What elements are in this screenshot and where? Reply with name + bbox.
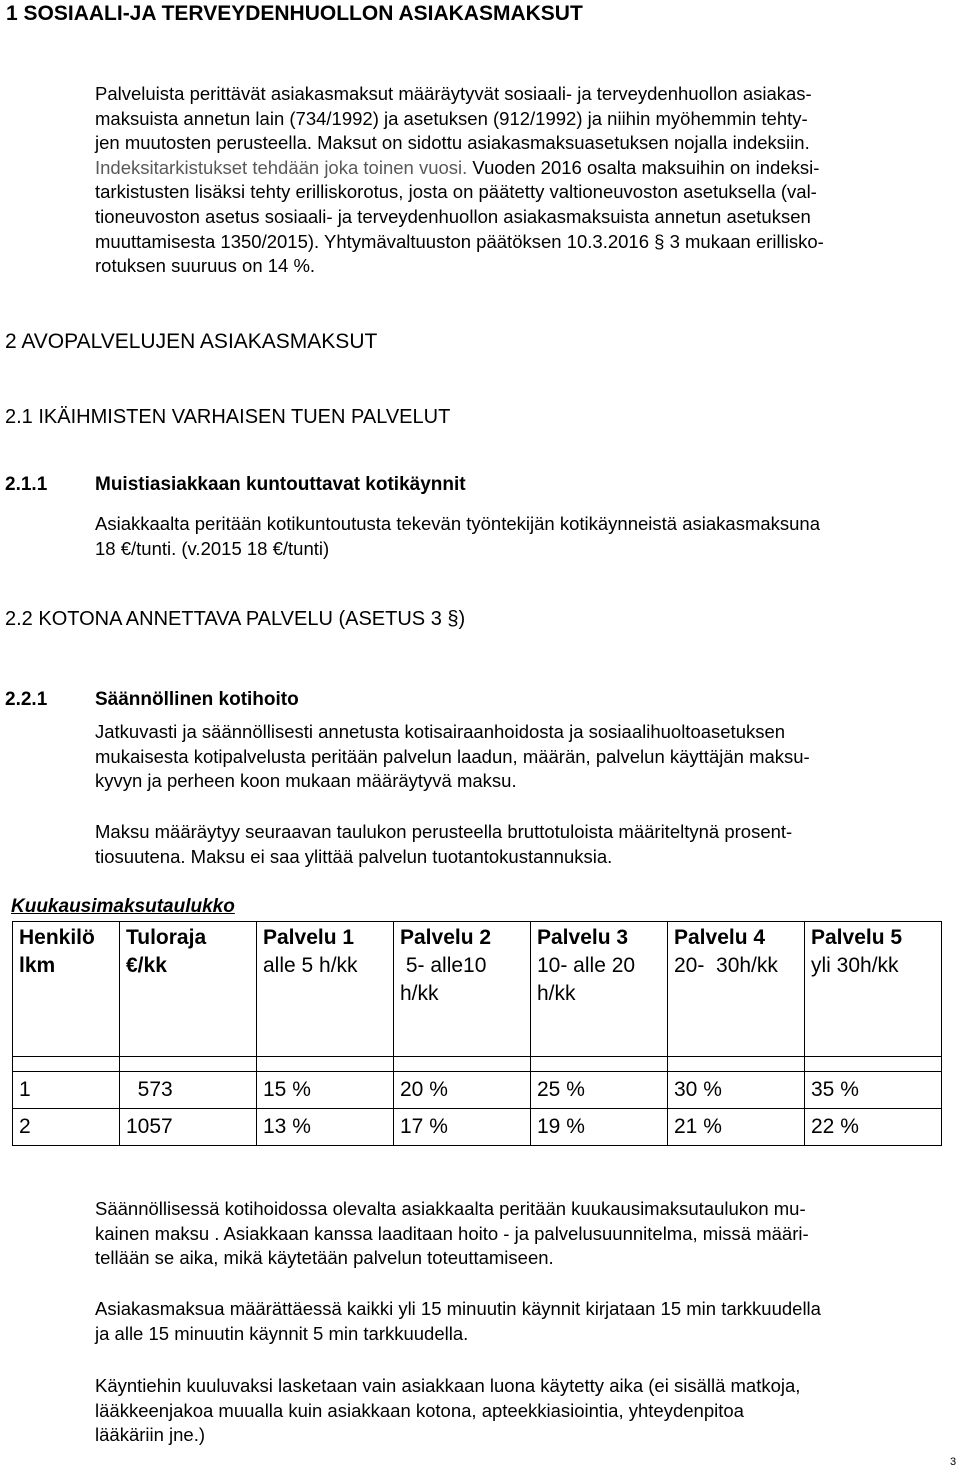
table-cell: 20 % (394, 1072, 531, 1109)
text-span: Vuoden 2016 osalta maksuihin on indeksi- (467, 156, 820, 178)
empty-cell (394, 1057, 531, 1072)
table-row (13, 1109, 942, 1146)
header-cell (394, 922, 531, 1057)
text-line: 18 €/tunti. (v.2015 18 €/tunti) (95, 537, 330, 559)
header-cell (531, 922, 668, 1057)
table-cell: 2 (13, 1109, 120, 1146)
text-line: tiosuutena. Maksu ei saa ylittää palvelun tuotantokustannuksia. (95, 845, 613, 867)
text-line (95, 156, 824, 181)
table-cell: 25 % (531, 1072, 668, 1109)
after-table-paragraph-1 (95, 1197, 809, 1271)
text-line: tioneuvoston asetus sosiaali- ja terveydenhuollon asiakasmaksuista annetun asetuksen (95, 205, 811, 227)
text-line: ja alle 15 minuutin käynnit 5 min tarkkuudella. (95, 1322, 469, 1344)
highlighted-text: Indeksitarkistukset tehdään joka toinen vuosi. (95, 156, 468, 178)
text-line: Jatkuvasti ja säännöllisesti annetusta kotisairaanhoidosta ja sosiaalihuoltoasetuksen (95, 721, 786, 742)
header-label: Tuloraja €/kk (126, 926, 207, 977)
empty-cell (120, 1057, 257, 1072)
table-cell: 35 % (805, 1072, 942, 1109)
header-sublabel: yli 30h/kk (811, 954, 899, 977)
header-label: Palvelu 4 (674, 926, 766, 949)
table-header-row (13, 922, 942, 1057)
text-line: mukaisesta kotipalvelusta peritään palvelun laadun, määrän, palvelun käyttäjän maksu- (95, 745, 810, 767)
text-line: tarkistusten lisäksi tehty erilliskorotus, josta on päätetty valtioneuvoston asetuksella (val- (95, 181, 817, 203)
header-sublabel: 10- alle 20 h/kk (537, 954, 636, 1005)
after-table-paragraph-3 (95, 1374, 800, 1448)
table-cell: 15 % (257, 1072, 394, 1109)
header-label: Palvelu 1 (263, 926, 355, 949)
header-sublabel: 20- 30h/kk (674, 954, 778, 977)
section-2-2-1-paragraph-1 (95, 720, 810, 794)
empty-cell (668, 1057, 805, 1072)
empty-cell (805, 1057, 942, 1072)
table-cell: 19 % (531, 1109, 668, 1146)
header-cell (668, 922, 805, 1057)
table-cell: 573 (120, 1072, 257, 1109)
header-label: Palvelu 3 (537, 926, 629, 949)
table-cell: 21 % (668, 1109, 805, 1146)
section-2-1-heading: 2.1 IKÄIHMISTEN VARHAISEN TUEN PALVELUT (5, 406, 451, 428)
text-line: muuttamisesta 1350/2015). Yhtymävaltuuston päätöksen 10.3.2016 § 3 mukaan erillisko- (95, 230, 824, 252)
table-row (13, 1072, 942, 1109)
after-table-paragraph-2 (95, 1297, 821, 1346)
section-2-2-1-paragraph-2 (95, 820, 792, 869)
text-line: Asiakkaalta peritään kotikuntoutusta tekevän työntekijän kotikäynneistä asiakasmaksuna (95, 513, 821, 534)
fee-table (12, 921, 942, 1146)
header-label: Henkilö lkm (19, 926, 95, 977)
empty-cell (13, 1057, 120, 1072)
text-line: Käyntiehin kuuluvaksi lasketaan vain asiakkaan luona käytetty aika (ei sisällä matkoja, (95, 1375, 801, 1396)
section-2-1-1-number: 2.1.1 (5, 474, 48, 495)
table-cell: 1057 (120, 1109, 257, 1146)
page-number: 3 (950, 1456, 957, 1468)
section-2-2-1-title: Säännöllinen kotihoito (95, 689, 299, 710)
header-label: Palvelu 5 (811, 926, 903, 949)
text-line: Asiakasmaksua määrättäessä kaikki yli 15 minuutin käynnit kirjataan 15 min tarkkuudella (95, 1298, 821, 1319)
table-spacer-row (13, 1057, 942, 1072)
section-2-2-1-number: 2.2.1 (5, 689, 48, 710)
section-2-2-heading: 2.2 KOTONA ANNETTAVA PALVELU (ASETUS 3 §) (5, 608, 466, 630)
table-cell: 17 % (394, 1109, 531, 1146)
header-cell (257, 922, 394, 1057)
text-line: Palveluista perittävät asiakasmaksut määräytyvät sosiaali- ja terveydenhuollon asiakas- (95, 83, 812, 104)
text-line: Säännöllisessä kotihoidossa olevalta asiakkaalta peritään kuukausimaksutaulukon mu- (95, 1198, 806, 1219)
text-line: jen muutosten perusteella. Maksut on sidottu asiakasmaksuasetuksen nojalla indeksiin. (95, 132, 810, 154)
text-line: maksuista annetun lain (734/1992) ja asetuksen (912/1992) ja niihin myöhemmin tehty- (95, 107, 808, 129)
table-cell: 1 (13, 1072, 120, 1109)
header-label: Palvelu 2 (400, 926, 492, 949)
section-1-heading: 1 SOSIAALI-JA TERVEYDENHUOLLON ASIAKASMAKSUT (6, 2, 583, 25)
header-sublabel: 5- alle10 h/kk (400, 954, 493, 1005)
section-2-heading: 2 AVOPALVELUJEN ASIAKASMAKSUT (5, 330, 378, 353)
header-sublabel: alle 5 h/kk (263, 954, 358, 977)
text-line: rotuksen suuruus on 14 %. (95, 255, 316, 277)
text-line: kyvyn ja perheen koon mukaan määräytyvä maksu. (95, 770, 517, 792)
empty-cell (531, 1057, 668, 1072)
table-cell: 22 % (805, 1109, 942, 1146)
intro-paragraph (95, 82, 824, 279)
header-cell (13, 922, 120, 1057)
header-cell (120, 922, 257, 1057)
table-cell: 13 % (257, 1109, 394, 1146)
text-line: kainen maksu . Asiakkaan kanssa laaditaan hoito - ja palvelusuunnitelma, missä määri- (95, 1222, 809, 1244)
table-cell: 30 % (668, 1072, 805, 1109)
table-caption: Kuukausimaksutaulukko (11, 896, 235, 917)
text-line: tellään se aika, mikä käytetään palvelun toteuttamiseen. (95, 1247, 554, 1269)
text-line: lääkäriin jne.) (95, 1424, 206, 1446)
text-line: lääkkeenjakoa muualla kuin asiakkaan kotona, apteekkiasiointia, yhteydenpitoa (95, 1399, 744, 1421)
empty-cell (257, 1057, 394, 1072)
section-2-1-1-title: Muistiasiakkaan kuntouttavat kotikäynnit (95, 474, 466, 495)
text-line: Maksu määräytyy seuraavan taulukon perusteella bruttotuloista määriteltynä prosent- (95, 821, 793, 842)
header-cell (805, 922, 942, 1057)
section-2-1-1-text (95, 512, 820, 561)
